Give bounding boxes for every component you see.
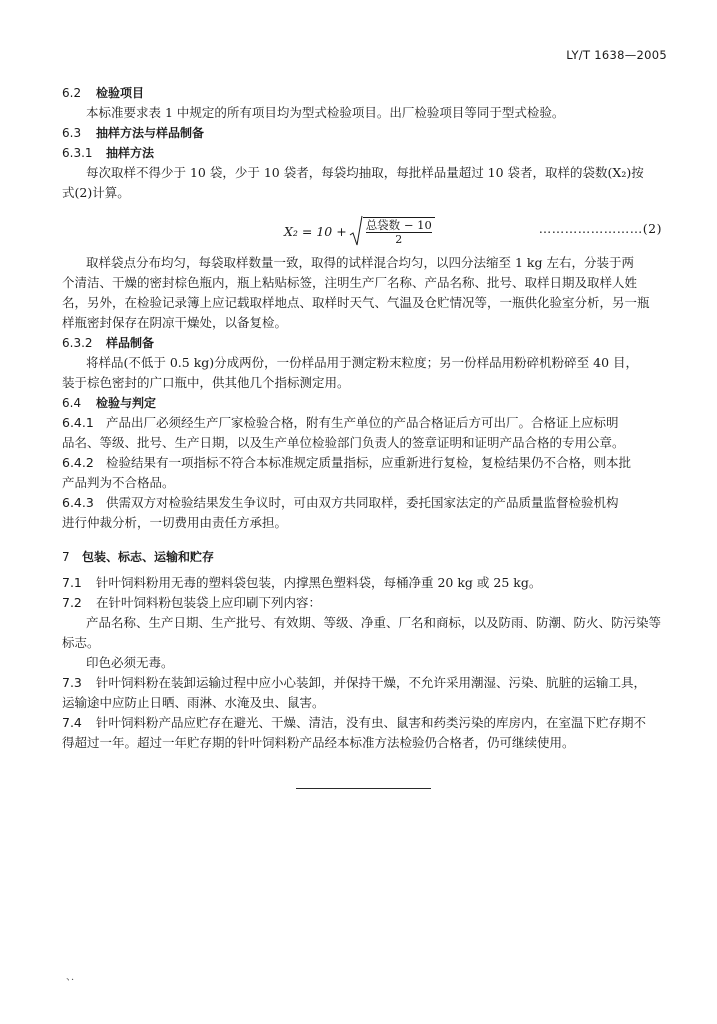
section-number: 6.3.1	[62, 146, 93, 160]
formula-numerator: 总袋数 − 10	[365, 217, 432, 232]
section-number: 7.1	[62, 575, 82, 590]
section-7-1-line	[62, 573, 668, 593]
section-7-2-line: 产品名称、生产日期、生产批号、有效期、等级、净重、厂名和商标，以及防雨、防潮、防火、防污染等	[86, 615, 662, 630]
section-number: 6.4.3	[62, 495, 94, 510]
formula-fraction	[363, 217, 435, 246]
clause-text: 产品出厂必须经生产厂家检验合格，附有生产单位的产品合格证后方可出厂。合格证上应标明	[106, 415, 619, 430]
sample-prep-text-line: 装于棕色密封的广口瓶中，供其他几个指标测定用。	[62, 375, 350, 390]
section-7-3-line	[62, 673, 668, 693]
section-number: 7.2	[62, 595, 82, 610]
section-title: 样品制备	[106, 336, 155, 350]
section-6-4-2-line	[62, 453, 668, 473]
sample-prep-text-line: 将样品(不低于 0.5 kg)分成两份，一份样品用于测定粉末粒度；另一份样品用粉碎机粉碎至 40 目，	[86, 355, 639, 370]
section-6-3-1-text-line: 式(2)计算。	[62, 185, 130, 200]
section-number: 6.4	[62, 396, 82, 410]
section-7-2-line	[62, 593, 668, 613]
section-number: 7.3	[62, 675, 82, 690]
section-number: 7	[62, 550, 70, 564]
section-6-4-1-line	[62, 413, 668, 433]
clause-text: 供需双方对检验结果发生争议时，可由双方共同取样，委托国家法定的产品质量监督检验机构	[106, 495, 619, 510]
sampling-text-line: 样瓶密封保存在阴凉干燥处，以备复检。	[62, 315, 288, 330]
section-7-2-line: 标志。	[62, 635, 100, 650]
section-number: 6.2	[62, 86, 82, 100]
standard-code: LY/T 1638—2005	[566, 48, 667, 62]
section-6-4-2-line: 产品判为不合格品。	[62, 475, 175, 490]
section-6-3-1-text-line: 每次取样不得少于 10 袋，少于 10 袋者，每袋均抽取，每批样品量超过 10 袋者，取样的袋数(X₂)按	[86, 165, 644, 180]
section-title: 抽样方法与样品制备	[96, 126, 205, 140]
scan-mark: 、．	[66, 972, 81, 983]
section-6-2-text: 本标准要求表 1 中规定的所有项目均为型式检验项目。出厂检验项目等同于型式检验。	[86, 105, 565, 120]
section-number: 6.3.2	[62, 336, 93, 350]
end-rule	[296, 788, 431, 789]
section-number: 6.3	[62, 126, 82, 140]
section-number: 7.4	[62, 715, 82, 730]
formula-2	[62, 207, 668, 247]
section-7-3-line: 运输途中应防止日晒、雨淋、水淹及虫、鼠害。	[62, 695, 325, 710]
clause-text: 在针叶饲料粉包装袋上应印刷下列内容：	[96, 595, 322, 610]
section-6-2-heading	[62, 83, 668, 103]
section-title: 抽样方法	[106, 146, 155, 160]
section-6-4-3-line	[62, 493, 668, 513]
section-7-4-line	[62, 713, 668, 733]
section-7-heading	[62, 547, 668, 567]
equation-number: ……………………(2)	[538, 221, 662, 236]
sampling-text-line: 个清洁、干燥的密封棕色瓶内，瓶上粘贴标签，注明生产厂名称、产品名称、批号、取样日期及取样人姓	[62, 275, 638, 290]
sampling-text-line: 取样袋点分布均匀，每袋取样数量一致，取得的试样混合均匀，以四分法缩至 1 kg 左右，分装于两	[86, 255, 634, 270]
clause-text: 针叶饲料粉产品应贮存在避光、干燥、清洁，没有虫、鼠害和药类污染的库房内，在室温下贮存期不	[96, 715, 647, 730]
document-body	[62, 83, 668, 753]
section-6-4-3-line: 进行仲裁分析，一切费用由责任方承担。	[62, 515, 288, 530]
section-6-4-heading	[62, 393, 668, 413]
section-title: 检验与判定	[96, 396, 157, 410]
clause-text: 检验结果有一项指标不符合本标准规定质量指标，应重新进行复检，复检结果仍不合格，则本批	[106, 455, 632, 470]
section-7-4-line: 得超过一年。超过一年贮存期的针叶饲料粉产品经本标准方法检验仍合格者，仍可继续使用。	[62, 735, 575, 750]
formula-denominator: 2	[395, 232, 403, 246]
radical-icon	[349, 215, 363, 247]
section-number: 6.4.1	[62, 415, 94, 430]
section-6-3-heading	[62, 123, 668, 143]
section-6-4-1-line: 品名、等级、批号、生产日期，以及生产单位检验部门负责人的签章证明和证明产品合格的专用公章。	[62, 435, 625, 450]
section-number: 6.4.2	[62, 455, 94, 470]
sqrt-sign	[349, 215, 435, 247]
section-title: 包装、标志、运输和贮存	[82, 550, 215, 564]
section-6-3-2-heading	[62, 333, 668, 353]
section-6-3-1-heading	[62, 143, 668, 163]
clause-text: 针叶饲料粉在装卸运输过程中应小心装卸，并保持干燥，不允许采用潮湿、污染、肮脏的运输工具，	[96, 675, 647, 690]
clause-text: 针叶饲料粉用无毒的塑料袋包装，内撑黑色塑料袋，每桶净重 20 kg 或 25 kg。	[96, 575, 542, 590]
section-7-2-line: 印色必须无毒。	[86, 655, 174, 670]
formula-lhs: X₂ = 10 +	[284, 223, 347, 239]
sampling-text-line: 名，另外，在检验记录簿上应记载取样地点、取样时天气、气温及仓贮情况等，一瓶供化验室分析，另一瓶	[62, 295, 650, 310]
section-title: 检验项目	[96, 86, 145, 100]
formula-expression	[284, 215, 435, 247]
